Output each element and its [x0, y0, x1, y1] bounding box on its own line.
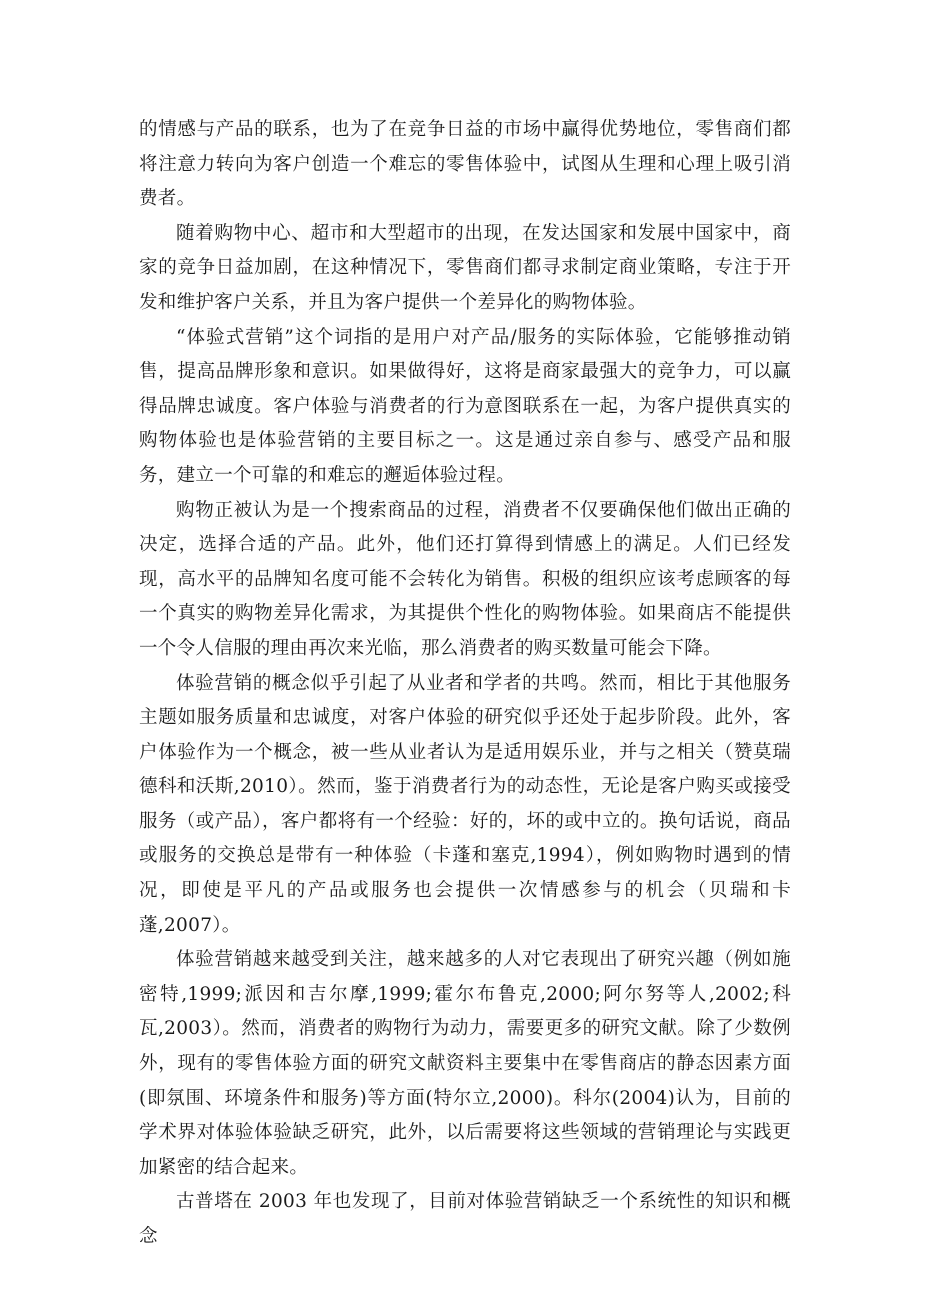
paragraph-1: 的情感与产品的联系，也为了在竞争日益的市场中赢得优势地位，零售商们都将注意力转向为客户创造一个难忘的零售体验中，试图从生理和心理上吸引消费者。: [139, 119, 791, 210]
paragraph-6: 体验营销越来越受到关注，越来越多的人对它表现出了研究兴趣（例如施密特,1999;派因和吉尔摩,1999;霍尔布鲁克,2000;阿尔努等人,2002;科瓦,2003）。然而，消费者的购物行为动力，需要更多的研究文献。除了少数例外，现有的零售体验方面的研究文献资料主要集中在零售商店的静态因素方面(即氛围、环境条件和服务)等方面(特尔立,2000)。科尔(2004)认为，目前的学术界对体验体验缺乏研究，此外，以后需要将这些领域的营销理论与实践更加紧密的结合起来。: [139, 949, 791, 1178]
body-text: [139, 113, 791, 1255]
paragraph-3: “体验式营销”这个词指的是用户对产品/服务的实际体验，它能够推动销售，提高品牌形象和意识。如果做得好，这将是商家最强大的竞争力，可以赢得品牌忠诚度。客户体验与消费者的行为意图联系在一起，为客户提供真实的购物体验也是体验营销的主要目标之一。这是通过亲自参与、感受产品和服务，建立一个可靠的和难忘的邂逅体验过程。: [139, 326, 791, 486]
paragraph-5: 体验营销的概念似乎引起了从业者和学者的共鸣。然而，相比于其他服务主题如服务质量和忠诚度，对客户体验的研究似乎还处于起步阶段。此外，客户体验作为一个概念，被一些从业者认为是适用娱乐业，并与之相关（赞莫瑞德科和沃斯,2010）。然而，鉴于消费者行为的动态性，无论是客户购买或接受服务（或产品），客户都将有一个经验：好的，坏的或中立的。换句话说，商品或服务的交换总是带有一种体验（卡蓬和塞克,1994），例如购物时遇到的情况，即使是平凡的产品或服务也会提供一次情感参与的机会（贝瑞和卡蓬,2007）。: [139, 672, 791, 936]
paragraph-7: 古普塔在 2003 年也发现了，目前对体验营销缺乏一个系统性的知识和概念: [139, 1191, 791, 1247]
paragraph-2: 随着购物中心、超市和大型超市的出现，在发达国家和发展中国家中，商家的竞争日益加剧，在这种情况下，零售商们都寻求制定商业策略，专注于开发和维护客户关系，并且为客户提供一个差异化的购物体验。: [139, 222, 791, 313]
paragraph-4: 购物正被认为是一个搜索商品的过程，消费者不仅要确保他们做出正确的决定，选择合适的产品。此外，他们还打算得到情感上的满足。人们已经发现，高水平的品牌知名度可能不会转化为销售。积极的组织应该考虑顾客的每一个真实的购物差异化需求，为其提供个性化的购物体验。如果商店不能提供一个令人信服的理由再次来光临，那么消费者的购买数量可能会下降。: [139, 499, 791, 659]
